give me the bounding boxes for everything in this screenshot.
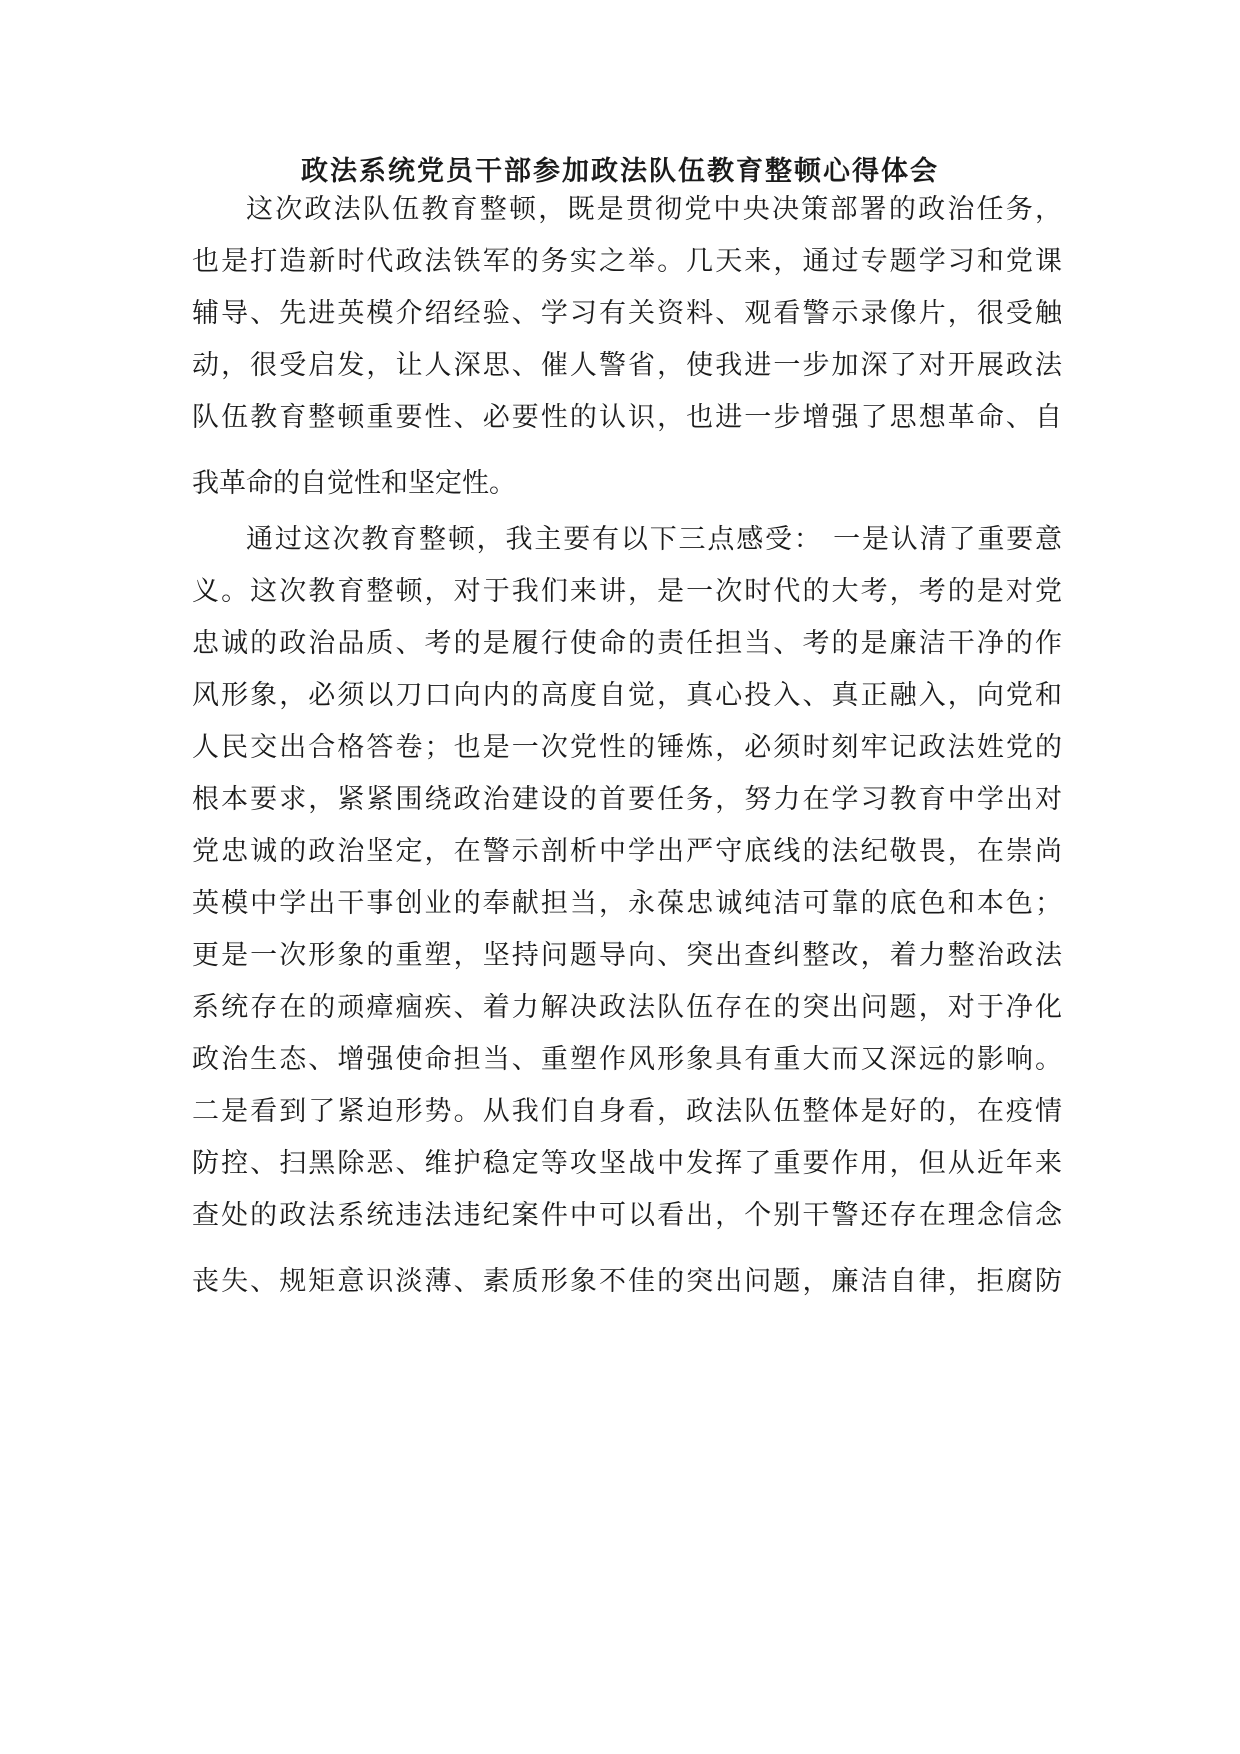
paragraph-line: 队伍教育整顿重要性、必要性的认识，也进一步增强了思想革命、自 [192, 402, 1062, 433]
paragraph-line: 党忠诚的政治坚定，在警示剖析中学出严守底线的法纪敬畏，在崇尚 [192, 836, 1062, 867]
paragraph-line: 政治生态、增强使命担当、重塑作风形象具有重大而又深远的影响。 [192, 1044, 1062, 1075]
paragraph-line: 也是打造新时代政法铁军的务实之举。几天来，通过专题学习和党课 [192, 246, 1062, 277]
paragraph-line: 这次政法队伍教育整顿，既是贯彻党中央决策部署的政治任务， [246, 194, 1062, 225]
paragraph-line: 系统存在的顽瘴痼疾、着力解决政法队伍存在的突出问题，对于净化 [192, 992, 1062, 1023]
paragraph-line: 防控、扫黑除恶、维护稳定等攻坚战中发挥了重要作用，但从近年来 [192, 1148, 1062, 1179]
document-title: 政法系统党员干部参加政法队伍教育整顿心得体会 [301, 156, 939, 187]
paragraph-line: 丧失、规矩意识淡薄、素质形象不佳的突出问题，廉洁自律，拒腐防 [192, 1266, 1062, 1297]
paragraph-line: 我革命的自觉性和坚定性。 [192, 468, 516, 499]
paragraph-line: 忠诚的政治品质、考的是履行使命的责任担当、考的是廉洁干净的作 [192, 628, 1062, 659]
paragraph-line: 辅导、先进英模介绍经验、学习有关资料、观看警示录像片，很受触 [192, 298, 1062, 329]
paragraph-line: 根本要求，紧紧围绕政治建设的首要任务，努力在学习教育中学出对 [192, 784, 1062, 815]
paragraph-line: 英模中学出干事创业的奉献担当，永葆忠诚纯洁可靠的底色和本色； [192, 888, 1062, 919]
paragraph-line: 人民交出合格答卷；也是一次党性的锤炼，必须时刻牢记政法姓党的 [192, 732, 1062, 763]
paragraph-line: 义。这次教育整顿，对于我们来讲，是一次时代的大考，考的是对党 [192, 576, 1062, 607]
paragraph-line: 更是一次形象的重塑，坚持问题导向、突出查纠整改，着力整治政法 [192, 940, 1062, 971]
paragraph-line: 查处的政法系统违法违纪案件中可以看出，个别干警还存在理念信念 [192, 1200, 1062, 1231]
paragraph-line: 风形象，必须以刀口向内的高度自觉，真心投入、真正融入，向党和 [192, 680, 1062, 711]
paragraph-line: 通过这次教育整顿，我主要有以下三点感受： 一是认清了重要意 [246, 524, 1062, 555]
paragraph-line: 动，很受启发，让人深思、催人警省，使我进一步加深了对开展政法 [192, 350, 1062, 381]
paragraph-line: 二是看到了紧迫形势。从我们自身看，政法队伍整体是好的，在疫情 [192, 1096, 1062, 1127]
